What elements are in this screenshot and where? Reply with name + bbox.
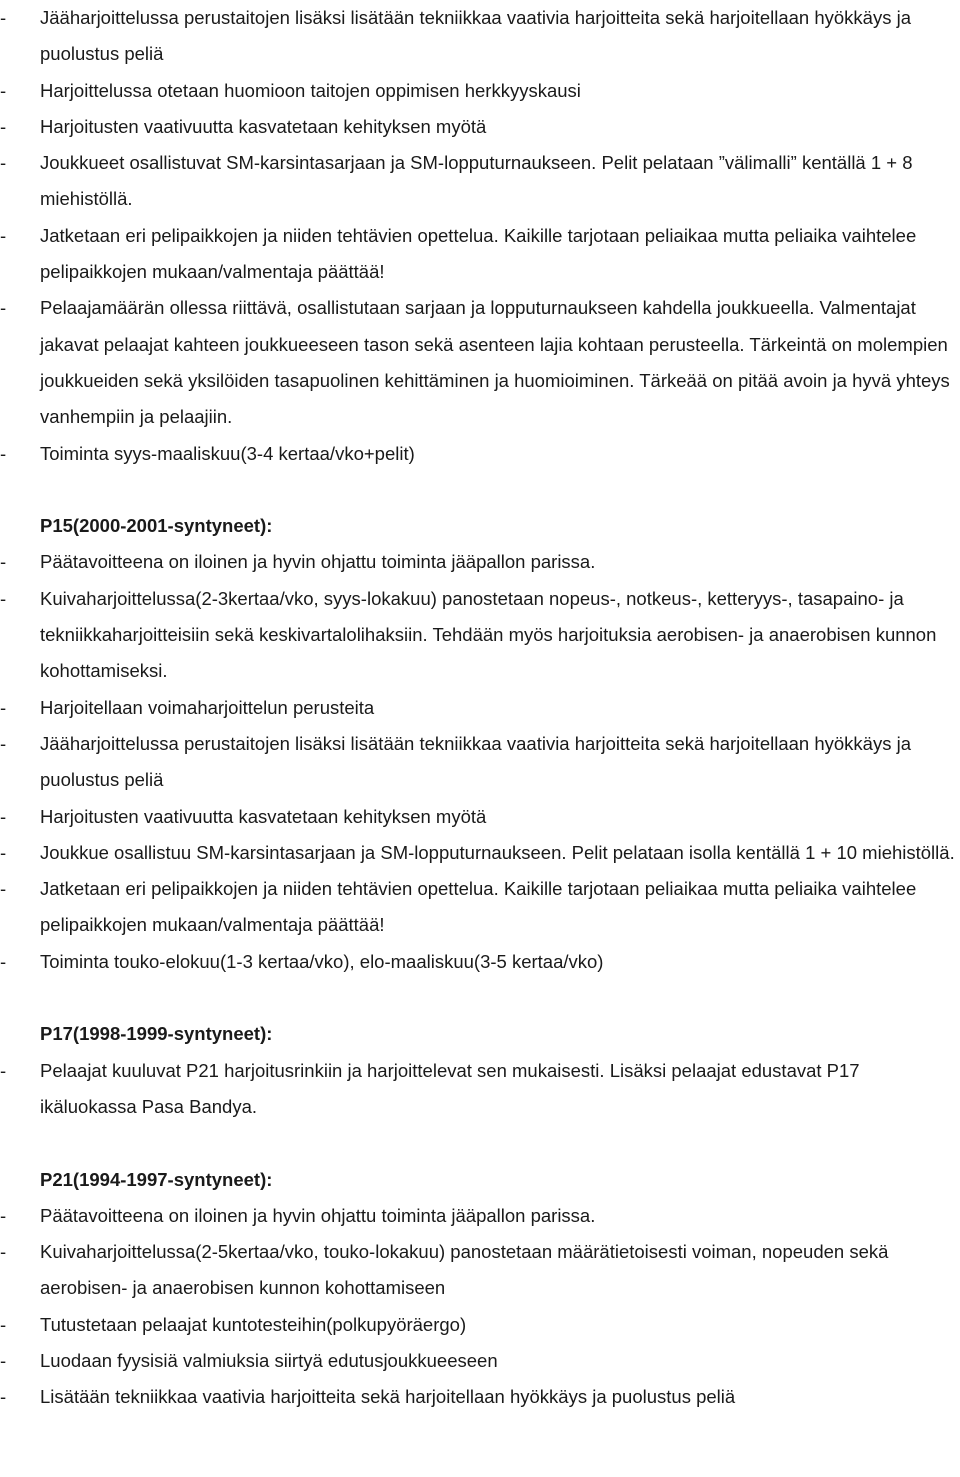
list-item — [0, 1379, 960, 1415]
section-heading-p15: P15(2000-2001-syntyneet): — [40, 515, 273, 537]
list-item-text: Joukkueet osallistuvat SM-karsintasarjaan ja SM-lopputurnaukseen. Pelit pelataan ”välimalli” kentällä 1 + 8 miehistöllä. — [40, 152, 913, 210]
list-item-text: Harjoitusten vaativuutta kasvatetaan kehityksen myötä — [40, 805, 487, 827]
list-bullet: - — [0, 1313, 7, 1335]
list-bullet: - — [0, 878, 7, 900]
list-item-text: Toiminta touko-elokuu(1-3 kertaa/vko), elo-maaliskuu(3-5 kertaa/vko) — [40, 950, 604, 972]
list-bullet: - — [0, 79, 7, 101]
list-bullet: - — [0, 1386, 7, 1408]
list-item — [0, 544, 960, 580]
list-item-text: Toiminta syys-maaliskuu(3-4 kertaa/vko+pelit) — [40, 442, 415, 464]
list-item — [0, 145, 960, 218]
list-bullet: - — [0, 587, 7, 609]
list-item — [0, 73, 960, 109]
p15-list — [0, 544, 960, 980]
list-item-text: Luodaan fyysisiä valmiuksia siirtyä edutusjoukkueeseen — [40, 1349, 498, 1371]
list-bullet: - — [0, 732, 7, 754]
list-item — [0, 835, 960, 871]
list-item-text: Jääharjoittelussa perustaitojen lisäksi lisätään tekniikkaa vaativia harjoitteita sekä harjoitellaan hyökkäys ja puolustus peliä — [40, 7, 911, 65]
list-bullet: - — [0, 442, 7, 464]
list-bullet: - — [0, 1204, 7, 1226]
list-item-text: Kuivaharjoittelussa(2-5kertaa/vko, touko-lokakuu) panostetaan määrätietoisesti voiman, nopeuden sekä aerobisen- ja anaerobisen kunnon kohottamiseen — [40, 1241, 889, 1299]
list-item-text: Lisätään tekniikkaa vaativia harjoitteita sekä harjoitellaan hyökkäys ja puolustus peliä — [40, 1386, 736, 1408]
list-item-text: Harjoitusten vaativuutta kasvatetaan kehityksen myötä — [40, 115, 487, 137]
list-item — [0, 109, 960, 145]
list-item — [0, 1343, 960, 1379]
list-item — [0, 726, 960, 799]
list-item-text: Tutustetaan pelaajat kuntotesteihin(polkupyöräergo) — [40, 1313, 467, 1335]
list-item-text: Joukkue osallistuu SM-karsintasarjaan ja SM-lopputurnaukseen. Pelit pelataan isolla kentällä 1 + 10 miehistöllä. — [40, 841, 955, 863]
list-bullet: - — [0, 115, 7, 137]
section-heading-p17: P17(1998-1999-syntyneet): — [40, 1023, 273, 1045]
list-item-text: Päätavoitteena on iloinen ja hyvin ohjattu toiminta jääpallon parissa. — [40, 1204, 596, 1226]
intro-list — [0, 0, 960, 472]
list-item — [0, 1198, 960, 1234]
list-bullet: - — [0, 1349, 7, 1371]
list-item — [0, 218, 960, 291]
list-item — [0, 1053, 960, 1126]
list-item — [0, 799, 960, 835]
list-bullet: - — [0, 1241, 7, 1263]
list-item-text: Harjoittelussa otetaan huomioon taitojen oppimisen herkkyyskausi — [40, 79, 581, 101]
list-bullet: - — [0, 950, 7, 972]
list-item-text: Harjoitellaan voimaharjoittelun perusteita — [40, 696, 375, 718]
list-item-text: Jatketaan eri pelipaikkojen ja niiden tehtävien opettelua. Kaikille tarjotaan peliaikaa mutta peliaika vaihtelee pelipaikkojen mukaan/valmentaja päättää! — [40, 878, 917, 936]
list-bullet: - — [0, 696, 7, 718]
list-bullet: - — [0, 297, 7, 319]
list-bullet: - — [0, 1059, 7, 1081]
list-bullet: - — [0, 551, 7, 573]
list-item — [0, 581, 960, 690]
list-bullet: - — [0, 841, 7, 863]
list-item-text: Jatketaan eri pelipaikkojen ja niiden tehtävien opettelua. Kaikille tarjotaan peliaikaa mutta peliaika vaihtelee pelipaikkojen mukaan/valmentaja päättää! — [40, 224, 917, 283]
p21-list — [0, 1198, 960, 1416]
list-bullet: - — [0, 7, 7, 28]
list-item — [0, 0, 960, 73]
list-bullet: - — [0, 805, 7, 827]
list-item — [0, 871, 960, 944]
list-item — [0, 1307, 960, 1343]
section-heading-p21: P21(1994-1997-syntyneet): — [40, 1168, 273, 1190]
list-item — [0, 436, 960, 472]
list-item — [0, 1234, 960, 1307]
list-item-text: Päätavoitteena on iloinen ja hyvin ohjattu toiminta jääpallon parissa. — [40, 551, 596, 573]
list-item-text: Pelaajat kuuluvat P21 harjoitusrinkiin ja harjoittelevat sen mukaisesti. Lisäksi pelaajat edustavat P17 ikäluokassa Pasa Bandya. — [40, 1059, 860, 1117]
list-item-text: Kuivaharjoittelussa(2-3kertaa/vko, syys-lokakuu) panostetaan nopeus-, notkeus-, ketteryys-, tasapaino- ja tekniikkaharjoitteisiin sekä keskivartalolihaksiin. Tehdään myös harjoituksia aerobisen- ja anaerobisen kunnon kohottamiseksi. — [40, 587, 937, 682]
list-item — [0, 944, 960, 980]
list-item — [0, 690, 960, 726]
list-item-text: Jääharjoittelussa perustaitojen lisäksi lisätään tekniikkaa vaativia harjoitteita sekä harjoitellaan hyökkäys ja puolustus peliä — [40, 732, 911, 791]
p17-list — [0, 1053, 960, 1126]
list-bullet: - — [0, 152, 7, 174]
list-item — [0, 290, 960, 435]
list-bullet: - — [0, 224, 7, 246]
list-item-text: Pelaajamäärän ollessa riittävä, osallistutaan sarjaan ja lopputurnaukseen kahdella joukkueella. Valmentajat jakavat pelaajat kahteen joukkueeseen tason sekä asenteen lajia kohtaan perusteella. Tärkeintä on molempien joukkueiden sekä yksilöiden tasapuolinen kehittäminen ja huomioiminen. Tärkeää on pitää avoin ja hyvä yhteys vanhempiin ja pelaajiin. — [40, 297, 950, 428]
